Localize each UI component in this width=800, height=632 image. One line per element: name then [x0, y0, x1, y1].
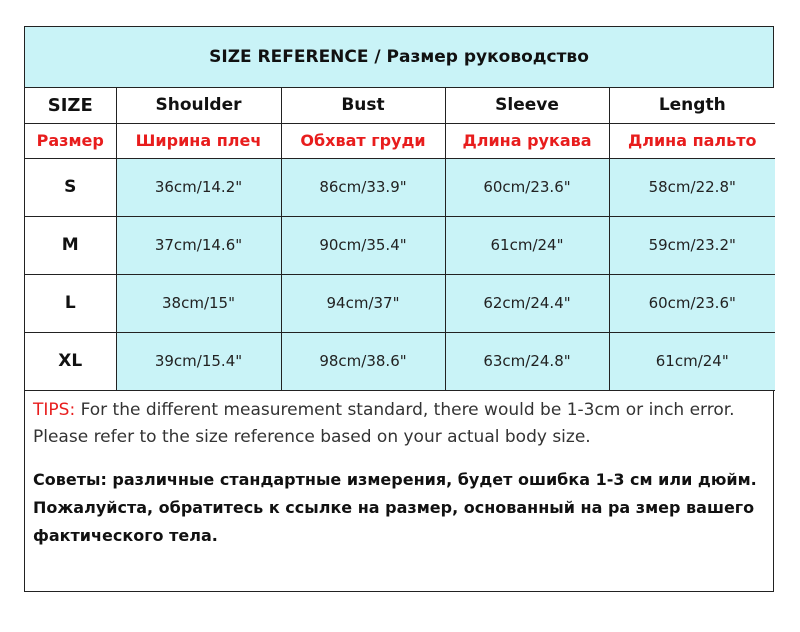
header-bust-ru: Обхват груди [281, 123, 445, 158]
header-bust: Bust [281, 88, 445, 123]
shoulder-value: 39cm/15.4" [116, 332, 281, 390]
bust-value: 94cm/37" [281, 274, 445, 332]
sleeve-value: 62cm/24.4" [445, 274, 609, 332]
bust-value: 98cm/38.6" [281, 332, 445, 390]
length-value: 60cm/23.6" [609, 274, 775, 332]
header-size: SIZE [25, 88, 116, 123]
shoulder-value: 36cm/14.2" [116, 158, 281, 216]
table-row [25, 216, 775, 274]
size-table [25, 88, 775, 391]
table-row [25, 158, 775, 216]
header-sleeve-ru: Длина рукава [445, 123, 609, 158]
tips-russian: Советы: различные стандартные измерения, будет ошибка 1-3 см или дюйм. Пожалуйста, обратитесь к ссылке на размер, основанный на ра змер вашего фактического тела. [33, 469, 757, 545]
size-label: L [25, 274, 116, 332]
header-length-ru: Длина пальто [609, 123, 775, 158]
header-sleeve: Sleeve [445, 88, 609, 123]
header-row-ru [25, 123, 775, 158]
length-value: 61cm/24" [609, 332, 775, 390]
table-row [25, 332, 775, 390]
tips-label: TIPS: [33, 399, 76, 420]
length-value: 59cm/23.2" [609, 216, 775, 274]
sleeve-value: 63cm/24.8" [445, 332, 609, 390]
table-row [25, 274, 775, 332]
sleeve-value: 60cm/23.6" [445, 158, 609, 216]
shoulder-value: 38cm/15" [116, 274, 281, 332]
header-length: Length [609, 88, 775, 123]
sleeve-value: 61cm/24" [445, 216, 609, 274]
tips-english [25, 391, 773, 451]
header-size-ru: Размер [25, 123, 116, 158]
size-label: M [25, 216, 116, 274]
shoulder-value: 37cm/14.6" [116, 216, 281, 274]
tips-text-en: For the different measurement standard, there would be 1-3cm or inch error. Please refer to the size reference based on your actual body size. [33, 399, 735, 447]
header-row-en [25, 88, 775, 123]
size-label: XL [25, 332, 116, 390]
bust-value: 90cm/35.4" [281, 216, 445, 274]
header-shoulder-ru: Ширина плеч [116, 123, 281, 158]
size-chart [24, 26, 774, 592]
chart-title: SIZE REFERENCE / Размер руководство [25, 27, 773, 88]
length-value: 58cm/22.8" [609, 158, 775, 216]
header-shoulder: Shoulder [116, 88, 281, 123]
bust-value: 86cm/33.9" [281, 158, 445, 216]
size-label: S [25, 158, 116, 216]
